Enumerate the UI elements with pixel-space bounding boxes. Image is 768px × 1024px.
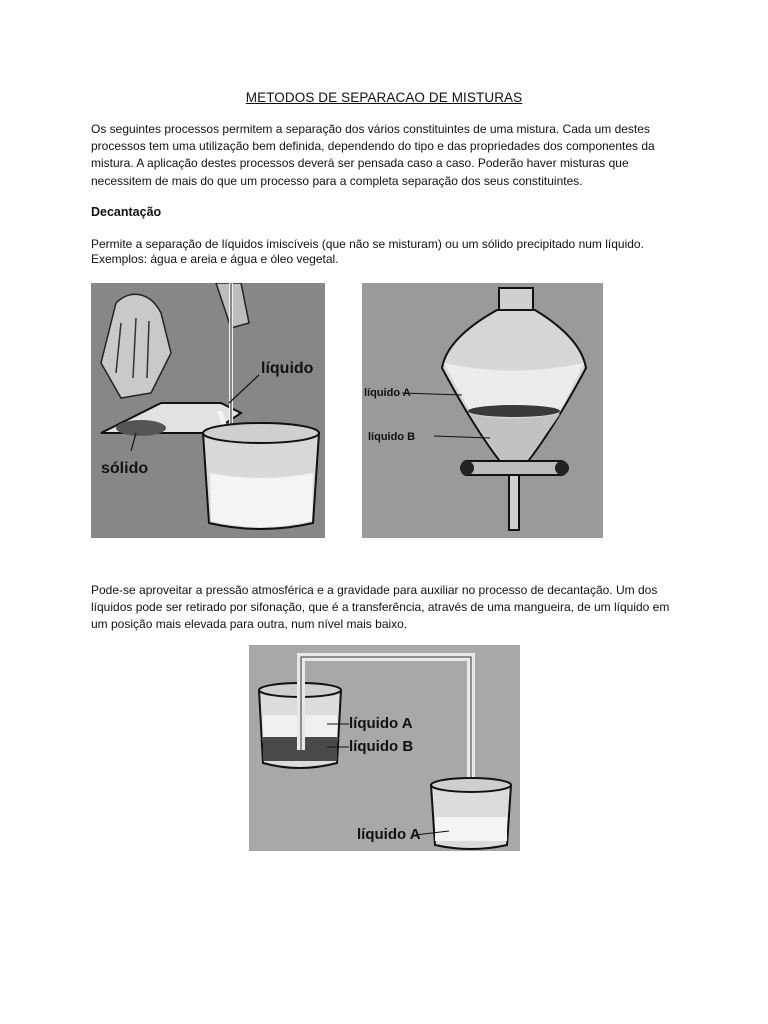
label-liquid: líquido <box>261 360 314 377</box>
figure-separatory-funnel <box>362 283 603 538</box>
figure-pouring-beaker <box>91 283 325 538</box>
figure-siphon <box>249 645 520 851</box>
decantation-description: Permite a separação de líquidos imiscíveis (que não se misturam) ou um sólido precipitado num líquido. Exemplos: água e areia e água e óleo vegetal. <box>91 237 644 266</box>
label-siphon-liquid-a-bottom: líquido A <box>357 826 421 843</box>
label-liquid-b: líquido B <box>368 431 416 443</box>
label-siphon-liquid-a: líquido A <box>349 715 413 732</box>
section-heading: Decantação <box>91 205 162 219</box>
label-siphon-liquid-b: líquido B <box>349 738 414 755</box>
label-solid: sólido <box>101 460 149 477</box>
intro-paragraph: Os seguintes processos permitem a separação dos vários constituintes de uma mistura. Cada um destes processos tem uma utilização bem definida, dependendo do tipo e das propriedades dos componentes da mistura. A aplicação destes processos deverá ser pensada caso a caso. Poderão haver misturas que necessitem de mais do que um processo para a completa separação dos seus constituintes. <box>91 122 655 188</box>
page-title: METODOS DE SEPARACAO DE MISTURAS <box>245 90 523 105</box>
label-liquid-a: líquido A <box>364 387 411 399</box>
siphon-paragraph: Pode-se aproveitar a pressão atmosférica e a gravidade para auxiliar no processo de decantação. Um dos líquidos pode ser retirado por sifonação, que é a transferência, através de uma mangueira, de um líquido em um posição mais elevada para outra, num nível mais baixo. <box>91 583 670 632</box>
